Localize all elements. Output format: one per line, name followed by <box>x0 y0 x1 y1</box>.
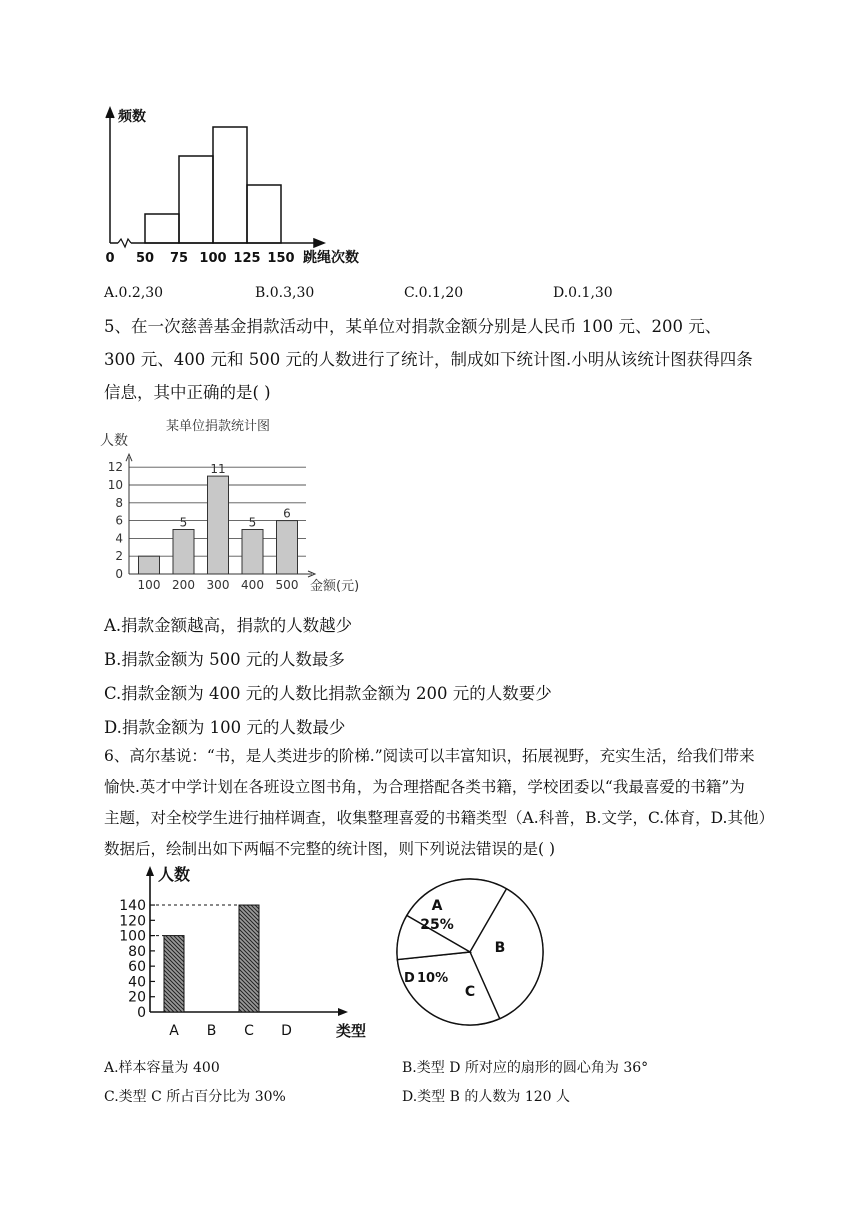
axis-break-mark <box>118 239 131 247</box>
x-tick-label: 100 <box>137 578 161 592</box>
bar <box>277 521 298 574</box>
bar <box>164 936 184 1012</box>
y-tick-label: 0 <box>137 1005 146 1021</box>
bar <box>239 905 259 1012</box>
y-axis-label: 人数 <box>100 433 128 449</box>
y-tick-label: 40 <box>128 974 146 991</box>
data-label: 5 <box>248 515 257 530</box>
bar <box>139 556 160 574</box>
bar <box>208 476 229 574</box>
data-label: 6 <box>283 506 291 521</box>
chart-title: 某单位捐款统计图 <box>166 419 271 434</box>
pie-label: B <box>494 940 506 956</box>
pie-label: A <box>431 898 443 914</box>
x-tick-label: 100 <box>199 251 227 266</box>
histogram-bar <box>179 156 213 243</box>
x-tick-label: 500 <box>275 578 299 592</box>
q6-option-a: A.样本容量为 400 <box>104 1060 220 1076</box>
x-tick-label: D <box>281 1023 292 1039</box>
y-tick-label: 12 <box>107 460 123 475</box>
x-axis-label: 类型 <box>336 1022 367 1040</box>
y-tick-label: 4 <box>115 531 123 546</box>
bar <box>242 530 263 575</box>
y-axis-label: 人数 <box>158 865 191 884</box>
histogram-chart <box>98 100 388 270</box>
y-tick-label: 100 <box>119 928 146 945</box>
y-axis-label: 频数 <box>118 109 146 125</box>
q5-stem-line1: 5、在一次慈善基金捐款活动中，某单位对捐款金额分别是人民币 100 元、200 元、 <box>104 317 722 336</box>
bar <box>173 530 194 575</box>
histogram-bar <box>213 127 247 243</box>
pie-label: D <box>404 971 415 986</box>
pie-percent-label: 10% <box>417 971 449 986</box>
q5-stem-line3: 信息，其中正确的是( ) <box>104 383 271 402</box>
q4-option-d: D.0.1,30 <box>553 285 613 301</box>
q4-option-c: C.0.1,20 <box>404 285 464 301</box>
y-tick-label: 0 <box>115 567 123 581</box>
x-tick-label: 300 <box>206 578 230 592</box>
histogram-bar <box>145 214 179 243</box>
book-type-pie-chart <box>390 872 550 1032</box>
q6-stem-line3: 主题，对全校学生进行抽样调查，收集整理喜爱的书籍类型（A.科普，B.文学，C.体育，D.其他） <box>104 809 774 827</box>
x-tick-label: 400 <box>241 578 264 592</box>
q6-stem-line1: 6、高尔基说：“书，是人类进步的阶梯.”阅读可以丰富知识，拓展视野，充实生活，给我们带来 <box>104 747 755 765</box>
q6-option-b: B.类型 D 所对应的扇形的圆心角为 36° <box>402 1060 649 1076</box>
x-tick-label: 75 <box>169 251 189 266</box>
x-axis-label: 金额(元) <box>310 579 360 594</box>
x-tick-label: 0 <box>105 251 115 266</box>
y-tick-label: 80 <box>128 943 146 960</box>
x-tick-label: B <box>206 1023 217 1039</box>
y-axis-arrow <box>106 108 114 118</box>
y-tick-label: 60 <box>128 959 146 976</box>
data-label: 11 <box>210 462 226 477</box>
y-tick-label: 6 <box>115 513 123 528</box>
x-axis-arrow <box>338 1008 348 1016</box>
data-label: 5 <box>179 515 188 530</box>
q6-option-c: C.类型 C 所占百分比为 30% <box>104 1089 286 1105</box>
x-tick-label: 125 <box>233 251 261 266</box>
x-tick-label: 50 <box>135 251 155 266</box>
y-tick-label: 8 <box>115 495 123 510</box>
x-tick-label: A <box>169 1023 179 1039</box>
y-tick-label: 2 <box>115 549 123 564</box>
q5-option-a: A.捐款金额越高，捐款的人数越少 <box>104 616 353 635</box>
q4-option-b: B.0.3,30 <box>255 285 315 301</box>
y-tick-label: 120 <box>119 913 146 930</box>
y-tick-label: 20 <box>128 989 146 1006</box>
pie-label: C <box>464 984 476 1000</box>
q6-option-d: D.类型 B 的人数为 120 人 <box>402 1089 570 1105</box>
x-axis-label: 跳绳次数 <box>303 250 359 266</box>
q5-stem-line2: 300 元、400 元和 500 元的人数进行了统计，制成如下统计图.小明从该统计图获得四条 <box>104 350 753 369</box>
x-tick-label: 150 <box>267 251 295 266</box>
x-tick-label: C <box>244 1023 254 1039</box>
x-tick-label: 200 <box>172 578 195 592</box>
q5-option-c: C.捐款金额为 400 元的人数比捐款金额为 200 元的人数要少 <box>104 684 552 703</box>
y-axis-arrow <box>146 866 154 876</box>
y-tick-label: 10 <box>107 478 123 492</box>
q5-option-d: D.捐款金额为 100 元的人数最少 <box>104 718 346 737</box>
donation-bar-chart <box>98 412 398 600</box>
x-axis-arrow <box>314 239 324 247</box>
q6-stem-line4: 数据后，绘制出如下两幅不完整的统计图，则下列说法错误的是( ) <box>104 840 556 858</box>
pie-percent-label: 25% <box>420 917 454 933</box>
histogram-bar <box>247 185 281 243</box>
book-type-bar-chart <box>100 862 367 1042</box>
y-tick-label: 140 <box>119 898 146 915</box>
q5-option-b: B.捐款金额为 500 元的人数最多 <box>104 650 345 669</box>
q4-option-a: A.0.2,30 <box>104 285 164 301</box>
q6-stem-line2: 愉快.英才中学计划在各班设立图书角，为合理搭配各类书籍，学校团委以“我最喜爱的书籍”为 <box>104 778 745 796</box>
